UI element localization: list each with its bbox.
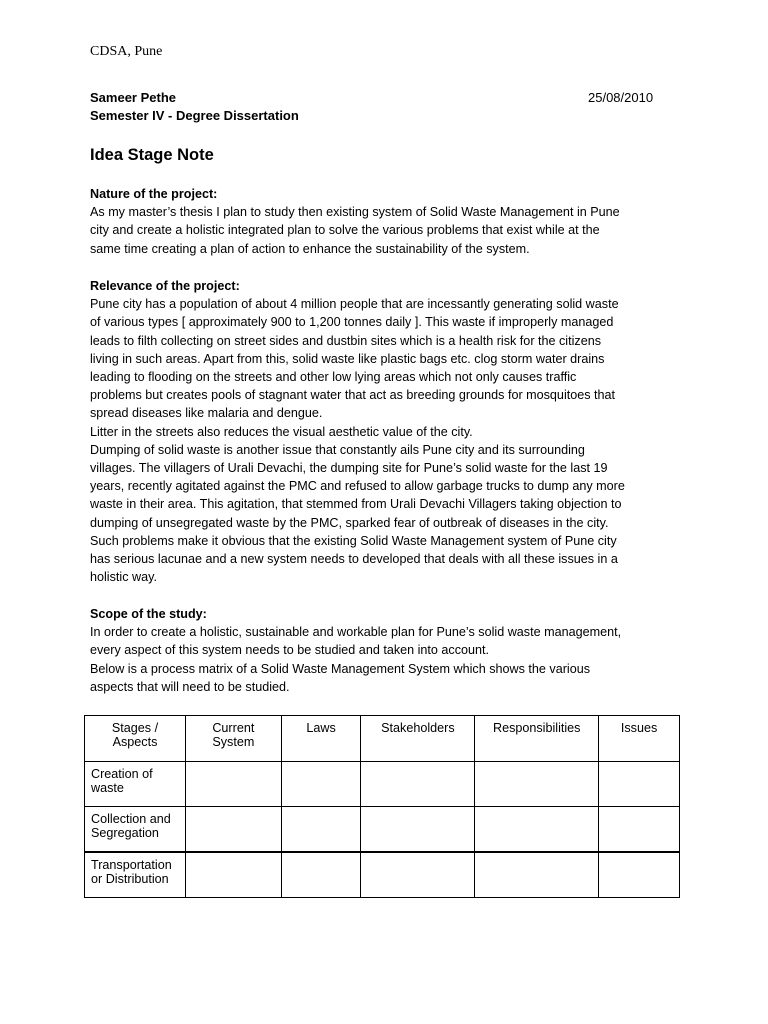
column-header: Issues: [599, 716, 680, 762]
table-cell: [281, 852, 361, 898]
section-heading: Scope of the study:: [90, 607, 207, 621]
column-header: Responsibilities: [475, 716, 599, 762]
table-cell: [281, 762, 361, 807]
document-date: 25/08/2010: [588, 90, 654, 105]
section-nature: [90, 185, 690, 258]
table-cell: [599, 807, 680, 853]
process-matrix-table: [84, 715, 680, 898]
section-heading: Relevance of the project:: [90, 279, 240, 293]
table-cell: [599, 852, 680, 898]
semester-label: Semester IV - Degree Dissertation: [90, 108, 299, 123]
column-header: Current System: [185, 716, 281, 762]
document-title: Idea Stage Note: [90, 146, 214, 164]
section-relevance: [90, 277, 690, 586]
table-cell: [185, 762, 281, 807]
table-row: [85, 852, 680, 898]
row-label: Collection and Segregation: [85, 807, 186, 853]
table-cell: [185, 852, 281, 898]
column-header: Laws: [281, 716, 361, 762]
section-body: As my master’s thesis I plan to study then existing system of Solid Waste Management in Pune city and create a holistic integrated plan to solve the various problems that exist while at the same time creating a plan of action to enhance the sustainability of the system.: [90, 205, 620, 256]
table-cell: [475, 762, 599, 807]
table-cell: [361, 852, 475, 898]
table-cell: [281, 807, 361, 853]
table-cell: [185, 807, 281, 853]
section-scope: [90, 605, 690, 696]
section-body: Pune city has a population of about 4 million people that are incessantly generating solid waste of various types [ approximately 900 to 1,200 tonnes daily ]. This waste if improperly managed leads to filth collecting on street sides and dustbin sites which is a health risk for the citizens living in such areas. Apart from this, solid waste like plastic bags etc. clog storm water drains leading to flooding on the streets and other low lying areas which not only causes traffic problems but creates pools of stagnant water that act as breeding grounds for mosquitoes that spread diseases like malaria and dengue. Litter in the streets also reduces the visual aesthetic value of the city. Dumping of solid waste is another issue that constantly ails Pune city and its surrounding villages. The villagers of Urali Devachi, the dumping site for Pune’s solid waste for the last 19 years, recently agitated against the PMC and refused to allow garbage trucks to dump any more waste in their area. This agitation, that stemmed from Urali Devachi Villagers taking objection to dumping of unsegregated waste by the PMC, sparked fear of outbreak of diseases in the city. Such problems make it obvious that the existing Solid Waste Management system of Pune city has serious lacunae and a new system needs to developed that deals with all these issues in a holistic way.: [90, 297, 625, 585]
table-row: [85, 762, 680, 807]
table-cell: [361, 807, 475, 853]
column-header: Stakeholders: [361, 716, 475, 762]
column-header: Stages / Aspects: [85, 716, 186, 762]
table-header-row: [85, 716, 680, 762]
row-label: Creation of waste: [85, 762, 186, 807]
table-cell: [361, 762, 475, 807]
table-cell: [475, 852, 599, 898]
section-heading: Nature of the project:: [90, 187, 218, 201]
institution-header: CDSA, Pune: [90, 44, 163, 59]
row-label: Transportation or Distribution: [85, 852, 186, 898]
author-name: Sameer Pethe: [90, 90, 176, 105]
table-row: [85, 807, 680, 853]
table-cell: [599, 762, 680, 807]
section-body: In order to create a holistic, sustainable and workable plan for Pune’s solid waste management, every aspect of this system needs to be studied and taken into account. Below is a process matrix of a Solid Waste Management System which shows the various aspects that will need to be studied.: [90, 625, 622, 694]
table-cell: [475, 807, 599, 853]
